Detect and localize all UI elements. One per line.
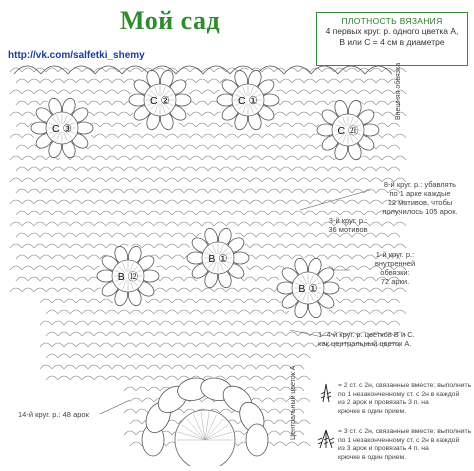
legend-k2: = 2 ст. с 2н, связанные вместе: выполнить по 1 незаконченному ст. с 2н в каждой из 2 арок и провязать 3 п. на крючке в один прием. (338, 382, 472, 415)
note-row-3: 3-й круг. р.: 36 мотивов (328, 216, 368, 234)
page-title: Мой сад (120, 6, 221, 35)
flower-6 (97, 245, 159, 308)
flower-2-label: С ① (238, 95, 258, 107)
legend-symbols (318, 384, 334, 448)
k3-symbol-icon (318, 430, 334, 448)
note-joins: 1–4-й круг. р. цветков В и С. как центральный цветок А. (318, 330, 415, 348)
gauge-box (316, 12, 468, 66)
note-row-1: 1-й круг. р.: внутренней обвязки: 72 арки. (374, 250, 416, 286)
k2-symbol-icon (321, 384, 331, 402)
flower-5 (187, 227, 249, 290)
note-row-14: 14-й круг. р.: 48 арок (18, 410, 89, 419)
flower-1 (129, 69, 191, 132)
gauge-header: ПЛОТНОСТЬ ВЯЗАНИЯ (341, 16, 443, 26)
center-flower-a (141, 375, 268, 466)
flower-5-label: В ① (208, 253, 228, 265)
source-link[interactable]: http://vk.com/salfetki_shemy (8, 50, 145, 61)
flower-3-label: С ③ (52, 123, 72, 135)
flower-3 (31, 97, 93, 160)
flower-1-label: С ② (150, 95, 170, 107)
label-center-flower: Центральный цветок А (290, 365, 297, 440)
label-outer-edging: Внешняя обвязка (395, 62, 402, 120)
legend-k3: = 3 ст. с 2н, связанные вместе: выполнить по 1 незаконченному ст. с 2н в каждой из 3 арок и провязать 4 п. на крючке в один прием. (338, 428, 472, 461)
flower-7-label: В ① (298, 283, 318, 295)
flower-4 (317, 99, 379, 162)
flower-6-label: В ⑫ (117, 271, 139, 283)
note-row-8: 8-й круг. р.: убавлять по 1 арке каждые 12 мотивов, чтобы получилось 105 арок. (382, 180, 458, 216)
gauge-line-1: 4 первых круг. р. одного цветка А, (325, 26, 459, 36)
gauge-line-2: В или С = 4 см в диаметре (339, 37, 445, 47)
flower-4-label: С ㉑ (337, 125, 359, 137)
flower-2 (217, 69, 279, 132)
flower-motifs (31, 69, 379, 320)
